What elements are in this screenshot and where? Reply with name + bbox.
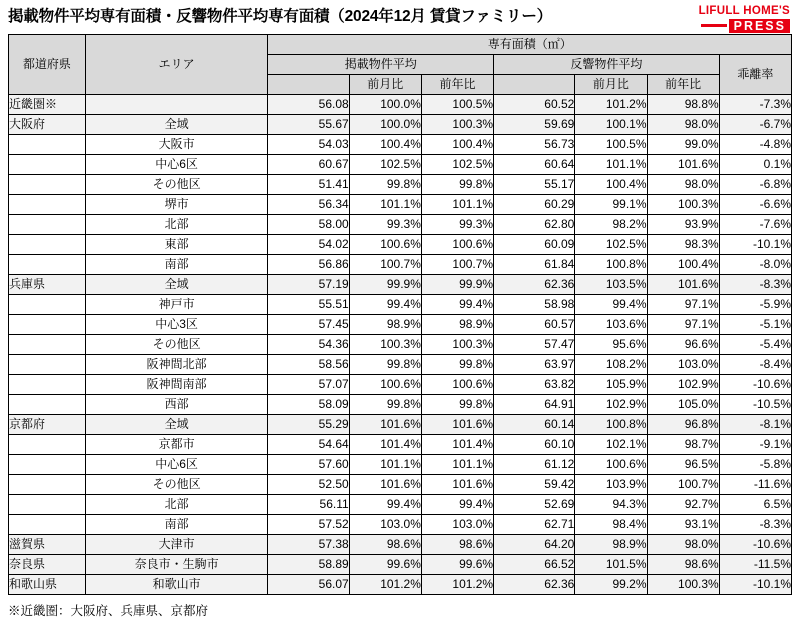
cell-hankyo-value: 60.29: [494, 195, 575, 215]
logo-press-text: PRESS: [729, 19, 790, 34]
cell-hankyo-mom: 98.4%: [575, 515, 647, 535]
cell-kairi-rate: -10.1%: [719, 575, 791, 595]
cell-hankyo-value: 61.84: [494, 255, 575, 275]
cell-hankyo-mom: 98.9%: [575, 535, 647, 555]
cell-keisai-value: 58.56: [268, 355, 349, 375]
cell-keisai-mom: 100.3%: [349, 335, 421, 355]
cell-kairi-rate: -8.1%: [719, 415, 791, 435]
column-header-senyu-menseki: 専有面積（㎡）: [268, 35, 792, 55]
cell-area: 南部: [85, 515, 268, 535]
cell-hankyo-yoy: 92.7%: [647, 495, 719, 515]
cell-hankyo-value: 64.20: [494, 535, 575, 555]
cell-prefecture: 和歌山県: [9, 575, 86, 595]
cell-area: 堺市: [85, 195, 268, 215]
cell-prefecture: 奈良県: [9, 555, 86, 575]
table-row: [9, 455, 792, 475]
table-row: [9, 115, 792, 135]
cell-kairi-rate: -10.1%: [719, 235, 791, 255]
table-row: [9, 335, 792, 355]
cell-keisai-value: 57.52: [268, 515, 349, 535]
cell-prefecture: [9, 255, 86, 275]
cell-keisai-mom: 100.4%: [349, 135, 421, 155]
cell-keisai-yoy: 99.9%: [421, 275, 493, 295]
cell-hankyo-value: 59.42: [494, 475, 575, 495]
cell-hankyo-value: 59.69: [494, 115, 575, 135]
cell-keisai-mom: 99.8%: [349, 175, 421, 195]
cell-hankyo-mom: 101.5%: [575, 555, 647, 575]
cell-prefecture: 兵庫県: [9, 275, 86, 295]
cell-hankyo-mom: 100.8%: [575, 415, 647, 435]
cell-area: 北部: [85, 215, 268, 235]
cell-hankyo-yoy: 100.7%: [647, 475, 719, 495]
cell-keisai-mom: 100.0%: [349, 115, 421, 135]
table-row: [9, 495, 792, 515]
cell-hankyo-mom: 102.9%: [575, 395, 647, 415]
cell-keisai-mom: 99.3%: [349, 215, 421, 235]
cell-prefecture: [9, 215, 86, 235]
cell-prefecture: [9, 335, 86, 355]
cell-keisai-mom: 100.0%: [349, 95, 421, 115]
cell-hankyo-yoy: 97.1%: [647, 295, 719, 315]
header-row-1: [9, 35, 792, 55]
cell-kairi-rate: -5.8%: [719, 455, 791, 475]
cell-hankyo-value: 60.10: [494, 435, 575, 455]
cell-prefecture: [9, 315, 86, 335]
column-header-keisai-yoy: 前年比: [421, 75, 493, 95]
brand-logo: [699, 6, 790, 33]
cell-hankyo-value: 56.73: [494, 135, 575, 155]
cell-hankyo-yoy: 105.0%: [647, 395, 719, 415]
cell-hankyo-mom: 98.2%: [575, 215, 647, 235]
cell-kairi-rate: -6.7%: [719, 115, 791, 135]
cell-hankyo-value: 60.57: [494, 315, 575, 335]
cell-hankyo-mom: 95.6%: [575, 335, 647, 355]
cell-hankyo-yoy: 98.6%: [647, 555, 719, 575]
cell-keisai-value: 54.02: [268, 235, 349, 255]
cell-kairi-rate: -8.3%: [719, 275, 791, 295]
cell-hankyo-yoy: 98.3%: [647, 235, 719, 255]
cell-area: 大津市: [85, 535, 268, 555]
column-header-keisai-average: 掲載物件平均: [268, 55, 494, 75]
cell-keisai-value: 51.41: [268, 175, 349, 195]
cell-hankyo-yoy: 98.0%: [647, 115, 719, 135]
cell-keisai-value: 57.07: [268, 375, 349, 395]
cell-area: 京都市: [85, 435, 268, 455]
cell-keisai-value: 57.38: [268, 535, 349, 555]
cell-kairi-rate: -8.0%: [719, 255, 791, 275]
cell-prefecture: [9, 435, 86, 455]
cell-keisai-mom: 101.1%: [349, 455, 421, 475]
cell-keisai-mom: 100.6%: [349, 375, 421, 395]
cell-keisai-mom: 98.9%: [349, 315, 421, 335]
table-head: [9, 35, 792, 95]
cell-hankyo-value: 52.69: [494, 495, 575, 515]
cell-hankyo-value: 66.52: [494, 555, 575, 575]
cell-keisai-yoy: 98.9%: [421, 315, 493, 335]
table-row: [9, 295, 792, 315]
cell-keisai-yoy: 101.6%: [421, 415, 493, 435]
table-row: [9, 135, 792, 155]
cell-hankyo-yoy: 100.4%: [647, 255, 719, 275]
table-row: [9, 215, 792, 235]
cell-keisai-yoy: 100.3%: [421, 115, 493, 135]
cell-kairi-rate: -8.4%: [719, 355, 791, 375]
logo-bar-icon: [701, 24, 727, 27]
cell-keisai-value: 56.11: [268, 495, 349, 515]
table-row: [9, 95, 792, 115]
cell-hankyo-yoy: 101.6%: [647, 155, 719, 175]
cell-area: 西部: [85, 395, 268, 415]
cell-hankyo-yoy: 100.3%: [647, 575, 719, 595]
cell-kairi-rate: -10.5%: [719, 395, 791, 415]
cell-keisai-yoy: 102.5%: [421, 155, 493, 175]
cell-prefecture: [9, 495, 86, 515]
cell-hankyo-value: 62.71: [494, 515, 575, 535]
logo-brand-text: LIFULL HOME'S: [698, 5, 790, 17]
cell-hankyo-value: 63.82: [494, 375, 575, 395]
cell-prefecture: [9, 375, 86, 395]
cell-area: 中心6区: [85, 455, 268, 475]
table-row: [9, 575, 792, 595]
cell-hankyo-mom: 100.8%: [575, 255, 647, 275]
column-header-hankyo-mom: 前月比: [575, 75, 647, 95]
cell-hankyo-mom: 100.4%: [575, 175, 647, 195]
cell-kairi-rate: -10.6%: [719, 535, 791, 555]
cell-hankyo-mom: 102.5%: [575, 235, 647, 255]
table-row: [9, 255, 792, 275]
cell-keisai-mom: 99.8%: [349, 355, 421, 375]
cell-prefecture: [9, 175, 86, 195]
cell-keisai-yoy: 100.3%: [421, 335, 493, 355]
column-header-hankyo-value: [494, 75, 575, 95]
table-row: [9, 515, 792, 535]
table-row: [9, 555, 792, 575]
cell-keisai-mom: 99.8%: [349, 395, 421, 415]
table-row: [9, 355, 792, 375]
cell-hankyo-value: 58.98: [494, 295, 575, 315]
cell-keisai-yoy: 100.4%: [421, 135, 493, 155]
table-row: [9, 315, 792, 335]
cell-hankyo-mom: 103.6%: [575, 315, 647, 335]
cell-keisai-value: 56.86: [268, 255, 349, 275]
cell-keisai-mom: 100.6%: [349, 235, 421, 255]
cell-keisai-value: 55.29: [268, 415, 349, 435]
column-header-keisai-mom: 前月比: [349, 75, 421, 95]
cell-area: その他区: [85, 335, 268, 355]
cell-hankyo-value: 57.47: [494, 335, 575, 355]
cell-keisai-value: 58.89: [268, 555, 349, 575]
column-header-hankyo-yoy: 前年比: [647, 75, 719, 95]
cell-prefecture: [9, 155, 86, 175]
cell-kairi-rate: -4.8%: [719, 135, 791, 155]
cell-hankyo-value: 62.80: [494, 215, 575, 235]
cell-hankyo-mom: 99.4%: [575, 295, 647, 315]
cell-keisai-value: 55.67: [268, 115, 349, 135]
cell-area: 北部: [85, 495, 268, 515]
cell-kairi-rate: -5.9%: [719, 295, 791, 315]
cell-hankyo-mom: 100.5%: [575, 135, 647, 155]
cell-kairi-rate: -11.6%: [719, 475, 791, 495]
cell-area: 奈良市・生駒市: [85, 555, 268, 575]
table-row: [9, 175, 792, 195]
column-header-area: エリア: [85, 35, 268, 95]
cell-keisai-mom: 100.7%: [349, 255, 421, 275]
cell-hankyo-value: 63.97: [494, 355, 575, 375]
cell-keisai-value: 55.51: [268, 295, 349, 315]
cell-hankyo-mom: 100.6%: [575, 455, 647, 475]
cell-area: 阪神間南部: [85, 375, 268, 395]
cell-hankyo-yoy: 98.8%: [647, 95, 719, 115]
cell-hankyo-mom: 108.2%: [575, 355, 647, 375]
cell-keisai-yoy: 100.6%: [421, 375, 493, 395]
cell-kairi-rate: -10.6%: [719, 375, 791, 395]
cell-kairi-rate: -9.1%: [719, 435, 791, 455]
table-row: [9, 475, 792, 495]
cell-keisai-yoy: 99.8%: [421, 175, 493, 195]
cell-area: 中心3区: [85, 315, 268, 335]
cell-area: 全域: [85, 115, 268, 135]
cell-keisai-value: 58.00: [268, 215, 349, 235]
footnote: ※近畿圏：大阪府、兵庫県、京都府: [8, 604, 209, 618]
cell-keisai-value: 56.34: [268, 195, 349, 215]
cell-keisai-yoy: 100.6%: [421, 235, 493, 255]
column-header-kairi-rate: 乖離率: [719, 55, 791, 95]
cell-keisai-value: 58.09: [268, 395, 349, 415]
cell-keisai-mom: 101.4%: [349, 435, 421, 455]
cell-keisai-yoy: 103.0%: [421, 515, 493, 535]
cell-keisai-yoy: 101.4%: [421, 435, 493, 455]
cell-keisai-mom: 102.5%: [349, 155, 421, 175]
cell-area: 阪神間北部: [85, 355, 268, 375]
cell-keisai-value: 52.50: [268, 475, 349, 495]
cell-keisai-yoy: 98.6%: [421, 535, 493, 555]
cell-hankyo-mom: 99.2%: [575, 575, 647, 595]
cell-prefecture: [9, 355, 86, 375]
cell-hankyo-mom: 102.1%: [575, 435, 647, 455]
cell-hankyo-yoy: 93.1%: [647, 515, 719, 535]
cell-kairi-rate: 0.1%: [719, 155, 791, 175]
cell-keisai-value: 57.19: [268, 275, 349, 295]
cell-hankyo-mom: 99.1%: [575, 195, 647, 215]
cell-prefecture: 近畿圏※: [9, 95, 86, 115]
cell-keisai-mom: 99.6%: [349, 555, 421, 575]
cell-keisai-value: 57.60: [268, 455, 349, 475]
cell-kairi-rate: -6.8%: [719, 175, 791, 195]
cell-hankyo-value: 60.14: [494, 415, 575, 435]
table-row: [9, 535, 792, 555]
cell-hankyo-mom: 105.9%: [575, 375, 647, 395]
cell-kairi-rate: -7.3%: [719, 95, 791, 115]
cell-prefecture: [9, 235, 86, 255]
cell-prefecture: [9, 395, 86, 415]
cell-keisai-yoy: 100.5%: [421, 95, 493, 115]
cell-keisai-yoy: 99.8%: [421, 395, 493, 415]
column-header-keisai-value: [268, 75, 349, 95]
table-row: [9, 155, 792, 175]
cell-prefecture: [9, 135, 86, 155]
cell-hankyo-value: 61.12: [494, 455, 575, 475]
cell-keisai-yoy: 101.1%: [421, 195, 493, 215]
cell-kairi-rate: -5.4%: [719, 335, 791, 355]
cell-keisai-value: 54.64: [268, 435, 349, 455]
cell-area: その他区: [85, 175, 268, 195]
cell-keisai-mom: 101.2%: [349, 575, 421, 595]
cell-hankyo-mom: 101.1%: [575, 155, 647, 175]
cell-keisai-yoy: 99.4%: [421, 295, 493, 315]
cell-hankyo-yoy: 98.0%: [647, 535, 719, 555]
cell-kairi-rate: -8.3%: [719, 515, 791, 535]
cell-hankyo-value: 60.09: [494, 235, 575, 255]
table-body: [9, 95, 792, 595]
cell-keisai-mom: 101.1%: [349, 195, 421, 215]
cell-keisai-mom: 101.6%: [349, 475, 421, 495]
cell-keisai-value: 56.08: [268, 95, 349, 115]
table-row: [9, 235, 792, 255]
cell-keisai-mom: 99.9%: [349, 275, 421, 295]
table-row: [9, 195, 792, 215]
cell-keisai-mom: 101.6%: [349, 415, 421, 435]
cell-area: [85, 95, 268, 115]
page-header: [8, 6, 792, 32]
cell-area: 全域: [85, 415, 268, 435]
cell-area: 全域: [85, 275, 268, 295]
table-row: [9, 375, 792, 395]
cell-kairi-rate: -11.5%: [719, 555, 791, 575]
cell-hankyo-value: 62.36: [494, 275, 575, 295]
column-header-hankyo-average: 反響物件平均: [494, 55, 720, 75]
cell-kairi-rate: -6.6%: [719, 195, 791, 215]
cell-keisai-yoy: 100.7%: [421, 255, 493, 275]
cell-prefecture: [9, 475, 86, 495]
cell-keisai-value: 57.45: [268, 315, 349, 335]
cell-area: 大阪市: [85, 135, 268, 155]
cell-hankyo-yoy: 98.0%: [647, 175, 719, 195]
cell-hankyo-value: 62.36: [494, 575, 575, 595]
cell-keisai-value: 56.07: [268, 575, 349, 595]
cell-hankyo-yoy: 100.3%: [647, 195, 719, 215]
cell-area: 中心6区: [85, 155, 268, 175]
cell-hankyo-yoy: 101.6%: [647, 275, 719, 295]
cell-prefecture: 滋賀県: [9, 535, 86, 555]
cell-keisai-yoy: 99.3%: [421, 215, 493, 235]
logo-press-row: [701, 19, 790, 34]
cell-hankyo-yoy: 99.0%: [647, 135, 719, 155]
cell-prefecture: [9, 295, 86, 315]
cell-hankyo-yoy: 102.9%: [647, 375, 719, 395]
page-title: 掲載物件平均専有面積・反響物件平均専有面積（2024年12月 賃貸ファミリー）: [8, 8, 552, 25]
cell-hankyo-mom: 103.5%: [575, 275, 647, 295]
cell-kairi-rate: -5.1%: [719, 315, 791, 335]
cell-hankyo-yoy: 93.9%: [647, 215, 719, 235]
cell-prefecture: [9, 515, 86, 535]
cell-hankyo-yoy: 96.5%: [647, 455, 719, 475]
cell-keisai-mom: 99.4%: [349, 495, 421, 515]
cell-hankyo-mom: 94.3%: [575, 495, 647, 515]
cell-keisai-yoy: 101.2%: [421, 575, 493, 595]
cell-keisai-value: 60.67: [268, 155, 349, 175]
cell-keisai-yoy: 101.1%: [421, 455, 493, 475]
cell-hankyo-mom: 100.1%: [575, 115, 647, 135]
cell-hankyo-mom: 101.2%: [575, 95, 647, 115]
cell-area: 神戸市: [85, 295, 268, 315]
cell-hankyo-yoy: 98.7%: [647, 435, 719, 455]
data-table: [8, 34, 792, 595]
cell-keisai-mom: 103.0%: [349, 515, 421, 535]
cell-area: 和歌山市: [85, 575, 268, 595]
cell-hankyo-value: 55.17: [494, 175, 575, 195]
cell-area: その他区: [85, 475, 268, 495]
cell-hankyo-yoy: 96.6%: [647, 335, 719, 355]
cell-area: 南部: [85, 255, 268, 275]
cell-prefecture: 大阪府: [9, 115, 86, 135]
table-row: [9, 395, 792, 415]
cell-prefecture: [9, 455, 86, 475]
cell-hankyo-mom: 103.9%: [575, 475, 647, 495]
cell-hankyo-value: 60.52: [494, 95, 575, 115]
cell-keisai-yoy: 101.6%: [421, 475, 493, 495]
cell-hankyo-yoy: 103.0%: [647, 355, 719, 375]
cell-hankyo-value: 64.91: [494, 395, 575, 415]
cell-kairi-rate: -7.6%: [719, 215, 791, 235]
cell-keisai-yoy: 99.6%: [421, 555, 493, 575]
cell-prefecture: [9, 195, 86, 215]
cell-kairi-rate: 6.5%: [719, 495, 791, 515]
table-row: [9, 275, 792, 295]
table-row: [9, 415, 792, 435]
cell-keisai-yoy: 99.4%: [421, 495, 493, 515]
cell-hankyo-yoy: 96.8%: [647, 415, 719, 435]
column-header-prefecture: 都道府県: [9, 35, 86, 95]
cell-keisai-mom: 99.4%: [349, 295, 421, 315]
cell-keisai-yoy: 99.8%: [421, 355, 493, 375]
cell-area: 東部: [85, 235, 268, 255]
cell-keisai-value: 54.03: [268, 135, 349, 155]
table-row: [9, 435, 792, 455]
cell-hankyo-yoy: 97.1%: [647, 315, 719, 335]
cell-keisai-mom: 98.6%: [349, 535, 421, 555]
cell-hankyo-value: 60.64: [494, 155, 575, 175]
cell-keisai-value: 54.36: [268, 335, 349, 355]
cell-prefecture: 京都府: [9, 415, 86, 435]
